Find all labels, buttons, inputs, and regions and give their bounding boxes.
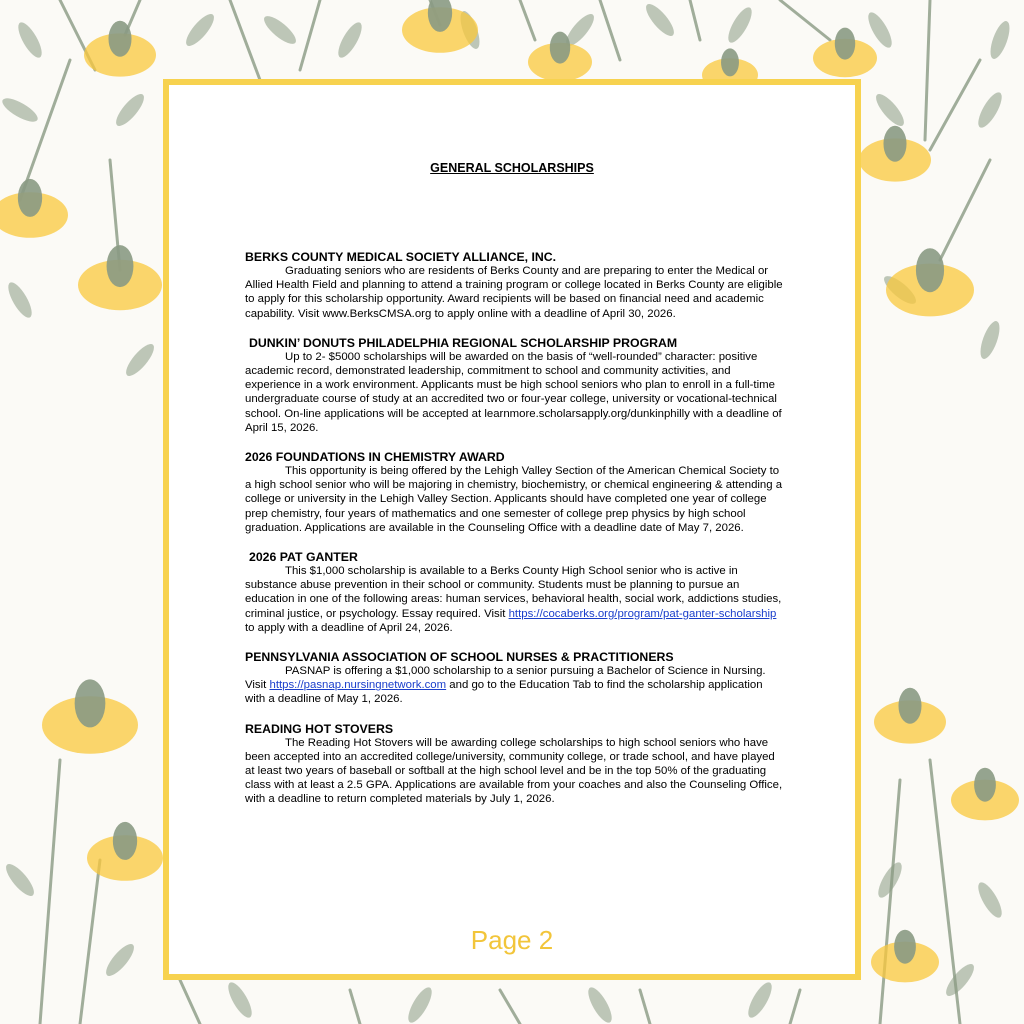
stem-line bbox=[780, 0, 830, 40]
stem-line bbox=[925, 0, 930, 140]
section-text-before-link: This $1,000 scholarship is available to a Berks County High School senior who is active in substance abuse prevention in their school or community. Students must be planning to pursue an education in one of the following areas: human services, behavioral health, social work, addictions studies, criminal justice, or psychology. Essay required. Visit bbox=[245, 565, 782, 620]
scholarship-section-pat-ganter bbox=[245, 550, 785, 635]
leaf-shape bbox=[260, 12, 300, 48]
stem-line bbox=[520, 0, 535, 40]
flower-bud bbox=[113, 822, 137, 860]
scholarship-section-hot-stovers bbox=[245, 722, 785, 807]
section-heading: PENNSYLVANIA ASSOCIATION OF SCHOOL NURSES & PRACTITIONERS bbox=[245, 650, 674, 665]
leaf-shape bbox=[4, 279, 36, 321]
leaf-shape bbox=[872, 90, 908, 130]
stem-line bbox=[880, 780, 900, 1024]
scholarship-section-chemistry bbox=[245, 450, 785, 535]
stem-line bbox=[300, 0, 320, 70]
leaf-shape bbox=[974, 879, 1006, 921]
leaf-shape bbox=[977, 319, 1004, 361]
flower-bud bbox=[894, 930, 916, 964]
section-text bbox=[245, 664, 785, 707]
stem-line bbox=[350, 990, 360, 1024]
leaf-shape bbox=[102, 940, 138, 980]
stem-line bbox=[790, 990, 800, 1024]
stem-line bbox=[80, 860, 100, 1024]
stem-line bbox=[640, 990, 650, 1024]
leaf-shape bbox=[744, 979, 776, 1021]
section-text: This opportunity is being offered by the Lehigh Valley Section of the American Chemical Society to a high school senior who will be majoring in chemistry, biochemistry, or chemical engineering & attending a college or university in the Lehigh Valley Section. Applicants should have completed one year of college prep chemistry, four years of mathematics and one semester of college prep physics by high school graduation. Applications are available in the Counseling Office with a deadline date of May 7, 2026. bbox=[245, 465, 783, 534]
pasnap-link[interactable]: https://pasnap.nursingnetwork.com bbox=[269, 679, 447, 692]
flower-bud bbox=[898, 688, 921, 724]
document-title: GENERAL SCHOLARSHIPS bbox=[430, 161, 594, 175]
pat-ganter-link[interactable]: https://cocaberks.org/program/pat-ganter-scholarship bbox=[508, 607, 777, 620]
scholarship-section-berks-medical bbox=[245, 250, 785, 321]
flower-bud bbox=[883, 126, 906, 162]
stem-line bbox=[930, 60, 980, 150]
section-text: The Reading Hot Stovers will be awarding college scholarships to high school seniors who have been accepted into an accredited college/university, community college, or trade school, and have played at least two years of baseball or softball at the high school level and be in the top 50% of the graduating class with at least a 2.5 GPA. Applications are available from your coaches and also the Counseling Office, with a deadline to return completed materials by July 1, 2026. bbox=[245, 736, 783, 806]
leaf-shape bbox=[182, 10, 218, 50]
stem-line bbox=[180, 980, 200, 1024]
section-heading: DUNKIN’ DONUTS PHILADELPHIA REGIONAL SCHOLARSHIP PROGRAM bbox=[249, 335, 678, 350]
section-text: Up to 2- $5000 scholarships will be awarded on the basis of “well-rounded” character: positive academic record, demonstrated leadership, commitment to school and community activities, and experience in a work environment. Applicants must be high school seniors who plan to enroll in a full-time undergraduate course of study at an accredited two or four-year college, university or vocational-technical school. On-line applications will be accepted at learnmore.scholarsapply.org/dunkinphilly with a deadline of April 15, 2026. bbox=[245, 350, 782, 434]
section-text bbox=[245, 564, 785, 635]
stem-line bbox=[40, 760, 60, 1024]
scholarship-list bbox=[245, 250, 785, 822]
section-text-after-link: and go to the Education Tab to find the scholarship application with a deadline of May 1, 2026. bbox=[245, 679, 763, 706]
flower-bud bbox=[18, 179, 42, 217]
document-frame bbox=[163, 79, 861, 980]
stem-line bbox=[20, 60, 70, 200]
leaf-shape bbox=[224, 979, 256, 1021]
stem-line bbox=[600, 0, 620, 60]
leaf-shape bbox=[2, 860, 38, 900]
stem-line bbox=[690, 0, 700, 40]
leaf-shape bbox=[974, 89, 1006, 131]
leaf-shape bbox=[112, 90, 148, 130]
section-text-before-link: PASNAP is offering a $1,000 scholarship to a senior pursuing a Bachelor of Science in Nursing. Visit bbox=[245, 665, 766, 692]
leaf-shape bbox=[724, 4, 756, 46]
flower-bud bbox=[835, 28, 855, 60]
stem-line bbox=[500, 990, 520, 1024]
section-heading: 2026 FOUNDATIONS IN CHEMISTRY AWARD bbox=[245, 450, 505, 465]
flower-bud bbox=[107, 245, 134, 287]
section-heading: BERKS COUNTY MEDICAL SOCIETY ALLIANCE, INC. bbox=[245, 250, 557, 264]
leaf-shape bbox=[987, 19, 1014, 61]
leaf-shape bbox=[942, 960, 978, 1000]
leaf-shape bbox=[14, 19, 46, 61]
flower-bud bbox=[974, 768, 996, 802]
page-number: Page 2 bbox=[470, 925, 554, 955]
leaf-shape bbox=[642, 0, 678, 40]
flower-bud bbox=[75, 679, 106, 727]
section-text: Graduating seniors who are residents of Berks County and are preparing to enter the Medical or Allied Health Field and planning to attend a training program or college located in Berks County are eligible to apply for this scholarship opportunity. Award recipients will be based on financial need and academic capability. Visit www.BerksCMSA.org to apply online with a deadline of April 30, 2026. bbox=[245, 265, 783, 320]
flower-bud bbox=[916, 248, 944, 292]
flower-bud bbox=[721, 48, 739, 76]
section-heading: READING HOT STOVERS bbox=[245, 721, 394, 736]
leaf-shape bbox=[584, 984, 616, 1024]
leaf-shape bbox=[122, 340, 158, 380]
section-heading: 2026 PAT GANTER bbox=[249, 550, 358, 565]
section-text-after-link: to apply with a deadline of April 24, 2026. bbox=[245, 621, 453, 634]
scholarship-section-pasnap bbox=[245, 650, 785, 707]
flower-bud bbox=[550, 32, 570, 64]
stem-line bbox=[940, 160, 990, 260]
leaf-shape bbox=[0, 94, 41, 126]
scholarship-section-dunkin bbox=[245, 336, 785, 435]
leaf-shape bbox=[864, 9, 896, 51]
leaf-shape bbox=[404, 984, 436, 1024]
stem-line bbox=[230, 0, 260, 80]
flower-bud bbox=[108, 21, 131, 57]
leaf-shape bbox=[334, 19, 366, 61]
